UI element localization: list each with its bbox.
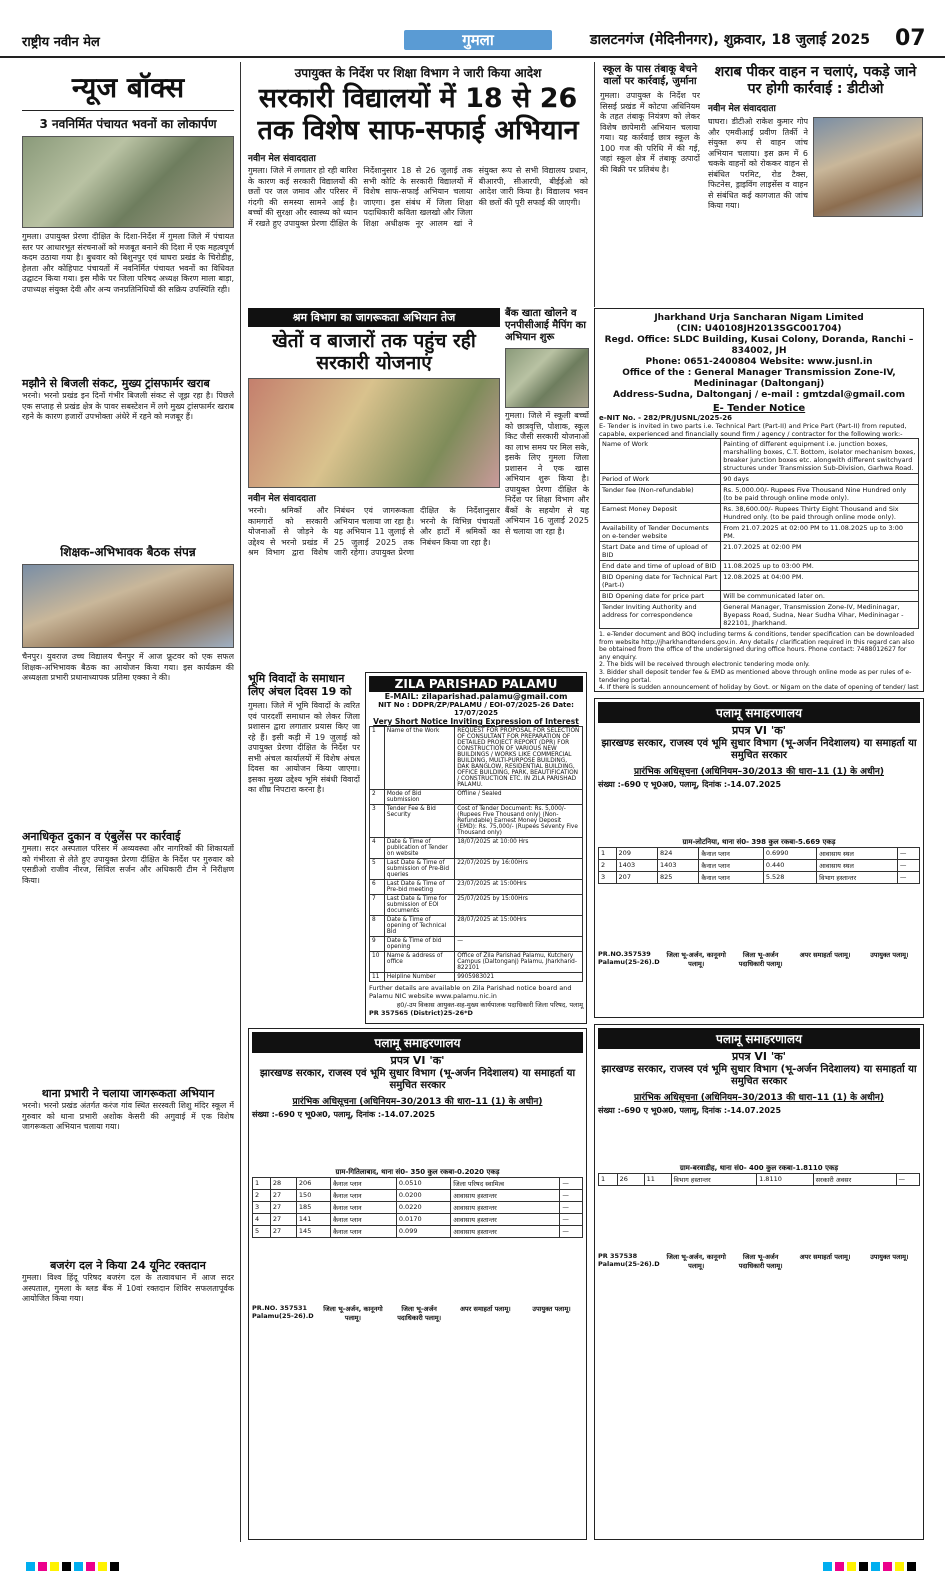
tender-value: Rs. 5,000.00/- Rupees Five Thousand Nine Hundred only (to be paid through online mode only). [721, 485, 919, 504]
land-notice-sub: प्रपत्र VI 'क' [731, 1050, 787, 1063]
eoi-row [370, 790, 583, 805]
land-notice-ref: संख्या :-690 ए भू0अ0, पलामू, दिनांक :-14.07.2025 [252, 1110, 436, 1119]
page-number: 07 [895, 26, 926, 51]
land-parcel-cell: 28 [270, 1178, 296, 1190]
news-box-title: न्यूज बॉक्स [71, 71, 185, 104]
bank-body: गुमला। जिले में स्कूली बच्चों को छात्रवृत्ति, पोशाक, स्कूल किट जैसी सरकारी योजनाओं का लाभ समय पर मिल सके, इसके लिए गुमला जिला प्रशासन ने एक खास अभियान शुरू किया है। उपायुक्त प्रेरणा दीक्षित के निर्देश पर शिक्षा विभाग और बैंकों के सहयोग से यह अभियान 16 जुलाई 2025 से चलाया जा रहा है। [505, 411, 589, 536]
land-notice-preamble [598, 790, 920, 838]
news-box-column [22, 64, 234, 1542]
registration-swatch [895, 1562, 904, 1571]
land-parcel-cell: आवासाय हस्तान्तर [451, 1214, 560, 1226]
land-parcel-cell: 0.099 [396, 1226, 450, 1238]
eoi-value: Office of Zila Parishad Palamu, Kutchery Campus (Daltonganj) Palamu, Jharkhand-822101 [455, 952, 583, 973]
land-parcel-cell: — [560, 1202, 583, 1214]
eoi-row [370, 937, 583, 952]
tobacco-body: गुमला। उपायुक्त के निर्देश पर सिसई प्रखंड में कोटपा अधिनियम के तहत तंबाकू नियंत्रण को लेकर विशेष छापेमारी अभियान चलाया गया। यह कार्रवाई छात्र स्कूल के 100 गज की परिधि में की गई, जहां स्कूल क्षेत्र में तंबाकू उत्पादों की बिक्री पर प्रतिबंध है। [600, 91, 700, 174]
tender-field: End date and time of upload of BID [600, 561, 721, 572]
zila-heading: Very Short Notice Inviting Expression of Interest [373, 717, 579, 726]
land-parcel-cell: 207 [616, 872, 657, 884]
land-parcel-cell: कैनाल प्लान [699, 848, 764, 860]
jusnl-address: Address-Sudna, Daltonganj / e-mail : gmtzdal@gmail.com [613, 390, 905, 400]
meeting-photo [22, 564, 234, 648]
bank-photo [505, 348, 589, 408]
tender-note: 4. If there is sudden announcement of holiday by Govt. or Nigam on the date of opening of tender/ last [599, 684, 919, 692]
land-notice [248, 1028, 587, 1540]
eoi-value: Cost of Tender Document: Rs. 5,000/- (Rupees Five Thousand only) (Non-Refundable) Earnest Money Deposit (EMD): Rs. 75,000/- (Rupees Seventy Five Thousand only) [455, 805, 583, 838]
land-parcel-cell: 27 [270, 1214, 296, 1226]
registration-swatch [907, 1562, 916, 1571]
tender-field: Tender Inviting Authority and address for correspondence [600, 602, 721, 629]
land-parcel-cell: — [896, 1174, 919, 1186]
lead-kicker: उपायुक्त के निर्देश पर शिक्षा विभाग ने जारी किया आदेश [294, 66, 542, 80]
tender-field: Start Date and time of upload of BID [600, 542, 721, 561]
eoi-serial: 7 [370, 895, 385, 916]
dateline: डालटनगंज (मेदिनीनगर), शुक्रवार, 18 जुलाई 2025 [590, 32, 870, 48]
registration-swatch [847, 1562, 856, 1571]
registration-swatch [74, 1562, 83, 1571]
eoi-row [370, 973, 583, 982]
land-parcel-cell: 1403 [657, 860, 698, 872]
eoi-row [370, 805, 583, 838]
land-parcel-cell: 145 [296, 1226, 330, 1238]
land-notice-sign-row [598, 950, 920, 968]
land-parcel-cell: — [560, 1226, 583, 1238]
land-notice-signatory: जिला भू-अर्जन, कानूनगो पलामू। [323, 1305, 383, 1322]
land-parcel-row [253, 1226, 583, 1238]
land-parcel-cell: 5 [253, 1226, 271, 1238]
column-divider [594, 62, 595, 307]
land-parcel-cell: कैनाल प्लान [331, 1178, 397, 1190]
zila-email: E-MAIL: zilaparishad.palamu@gmail.com [384, 692, 568, 701]
zila-footer: Further details are available on Zila Parishad notice board and Palamu NIC website www.palamu.nic.in [369, 984, 572, 1000]
labour-photo [248, 378, 500, 488]
land-parcel-row [253, 1214, 583, 1226]
land-parcel-cell: 185 [296, 1202, 330, 1214]
tender-value: 11.08.2025 up to 03:00 PM. [721, 561, 919, 572]
land-notice-table [598, 847, 920, 884]
eoi-serial: 11 [370, 973, 385, 982]
land-notice-signatory: जिला भू-अर्जन, कानूनगो पलामू। [666, 1253, 726, 1270]
paper-name: राष्ट्रीय नवीन मेल [22, 35, 100, 50]
land-parcel-cell: 209 [616, 848, 657, 860]
land-notice-preamble [252, 1120, 583, 1168]
land-parcel-cell: 0.440 [763, 860, 816, 872]
land-parcel-cell: 1403 [616, 860, 657, 872]
drink-drive-headline: शराब पीकर वाहन न चलाएं, पकड़े जाने पर होगी कार्रवाई : डीटीओ [714, 64, 917, 97]
eoi-field: Last Date & Time for submission of EOI documents [384, 895, 454, 916]
land-parcel-row [253, 1202, 583, 1214]
land-parcel-cell: — [560, 1178, 583, 1190]
tender-field: BID Opening date for Technical Part (Part-I) [600, 572, 721, 591]
land-notice [594, 1024, 924, 1540]
land-parcel-row [253, 1190, 583, 1202]
land-notice-ref: संख्या :-690 ए भू0अ0, पलामू, दिनांक :-14.07.2025 [598, 780, 782, 789]
land-parcel-cell: आवासाय हस्तान्तर [451, 1226, 560, 1238]
eoi-serial: 5 [370, 859, 385, 880]
eoi-serial: 6 [370, 880, 385, 895]
jusnl-phone: Phone: 0651-2400804 Website: www.jusnl.in [645, 357, 873, 367]
registration-swatch [62, 1562, 71, 1571]
lead-headline: सरकारी विद्यालयों में 18 से 26 तक विशेष साफ-सफाई अभियान [257, 83, 579, 146]
labour-story [248, 308, 500, 626]
land-notice-sub: प्रपत्र VI 'क' [390, 1054, 445, 1067]
land-parcel-cell: 2 [253, 1190, 271, 1202]
land-notice-signatory: उपायुक्त पलामू। [870, 951, 909, 959]
land-parcel-cell: 0.0510 [396, 1178, 450, 1190]
news-item-body: चैनपुर। युवराज उच्च विद्यालय चैनपुर में आज फ्रूटवर को एक सफल शिक्षक-अभिभावक बैठक का आयोजन किया गया। इस कार्यक्रम की अध्यक्षता प्रभारी प्रधानाध्यापक प्रतिमा एक्का ने की। [22, 652, 234, 682]
tender-row [600, 485, 919, 504]
jusnl-office: Office of the : General Manager Transmission Zone-IV, Medininagar (Daltonganj) [622, 368, 896, 389]
land-parcel-cell: — [897, 848, 919, 860]
news-item-headline: अनाधिकृत दुकान व एंबुलेंस पर कार्रवाई [22, 830, 181, 843]
land-notice-text [252, 1241, 583, 1301]
eoi-field: Name of the Work [384, 727, 454, 790]
land-notice-sub: प्रपत्र VI 'क' [731, 724, 787, 737]
tender-row [600, 591, 919, 602]
lead-byline: नवीन मेल संवाददाता [248, 154, 316, 164]
land-parcel-cell: कैनाल प्लान [331, 1226, 397, 1238]
land-notice-dept: झारखण्ड सरकार, राजस्व एवं भूमि सुधार विभाग (भू-अर्जन निदेशालय) या समाहर्ता या समुचित सरकार [601, 1064, 917, 1087]
tender-field: Name of Work [600, 439, 721, 474]
eoi-field: Last Date & Time of Pre-bid meeting [384, 880, 454, 895]
tender-field: Availability of Tender Documents on e-tender website [600, 523, 721, 542]
column-divider [240, 62, 241, 1542]
land-notice-signatory: जिला भू-अर्जन पदाधिकारी पलामू। [738, 1253, 783, 1270]
labour-byline: नवीन मेल संवाददाता [248, 494, 316, 504]
land-parcel-cell: 1 [599, 848, 617, 860]
tender-row [600, 439, 919, 474]
land-parcel-cell: कैनाल प्लान [331, 1214, 397, 1226]
land-parcel-cell: 1 [253, 1178, 271, 1190]
tender-value: 12.08.2025 at 04:00 PM. [721, 572, 919, 591]
land-notice-signatory: जिला भू-अर्जन पदाधिकारी पलामू। [738, 951, 783, 968]
eoi-row [370, 880, 583, 895]
land-parcel-cell: आवासाय स्थल [817, 860, 898, 872]
land-notice-header: पलामू समाहरणालय [252, 1032, 583, 1053]
eoi-value: 25/07/2025 by 15:00Hrs [455, 895, 583, 916]
registration-swatch [50, 1562, 59, 1571]
news-item-body: गुमला। उपायुक्त प्रेरणा दीक्षित के दिशा-निर्देश में गुमला जिले में पंचायत स्तर पर आधारभूत संरचनाओं को मजबूत बनाने की दिशा में एक महत्वपूर्ण कदम उठाया गया है। बुधवार को बिशुनपुर एवं घाघरा प्रखंड के चिरोडीह, हेलता और कोहिपाट पंचायतों में नवनिर्मित पंचायत भवनों का विधिवत उद्घाटन किया गया। इस मौके पर जिला परिषद अध्यक्ष किरण माला बाड़ा, उपाध्यक्ष संयुक्त देवी और अन्य जनप्रतिनिधियों की सक्रिय उपस्थिति रही। [22, 232, 234, 294]
land-notice-header: पलामू समाहरणालय [598, 1028, 920, 1049]
tender-row [600, 523, 919, 542]
registration-swatch [859, 1562, 868, 1571]
land-parcel-cell: आवासाय हस्तान्तर [451, 1190, 560, 1202]
registration-swatch [871, 1562, 880, 1571]
land-parcel-cell: आवासाय हस्तान्तर [451, 1202, 560, 1214]
land-parcel-cell: 1.8110 [757, 1174, 813, 1186]
land-parcel-cell: 27 [270, 1226, 296, 1238]
zila-table [369, 726, 583, 982]
land-parcel-cell: — [560, 1214, 583, 1226]
land-parcel-cell: 26 [617, 1174, 644, 1186]
eoi-field: Last Date & Time of submission of Pre-Bid queries [384, 859, 454, 880]
bank-story [505, 308, 589, 616]
land-notice-header: पलामू समाहरणालय [598, 702, 920, 723]
land-notice-act: प्रारंभिक अधिसूचना (अधिनियम–30/2013 की धारा–11 (1) के अधीन) [633, 767, 885, 777]
land-body: गुमला। जिले में भूमि विवादों के त्वरित एवं पारदर्शी समाधान को लेकर जिला प्रशासन द्वारा लगातार प्रयास किए जा रहे हैं। इसी कड़ी में 19 जुलाई को उपायुक्त प्रेरणा दीक्षित के निर्देश पर सभी अंचल कार्यालयों में विशेष अंचल दिवस का आयोजन किया जाएगा। इसका मुख्य उद्देश्य भूमि संबंधी विवादों का शीघ्र निपटारा करना है। [248, 701, 360, 794]
eoi-field: Date & Time of publication of Tender on website [384, 838, 454, 859]
land-notice-act: प्रारंभिक अधिसूचना (अधिनियम–30/2013 की धारा–11 (1) के अधीन) [633, 1093, 885, 1103]
land-parcel-cell: 1 [599, 1174, 618, 1186]
drink-drive-story [708, 64, 923, 287]
eoi-row [370, 895, 583, 916]
land-parcel-cell: 150 [296, 1190, 330, 1202]
land-parcel-cell: विभाग हस्तान्तर [671, 1174, 756, 1186]
news-item-body: गुमला। सदर अस्पताल परिसर में अव्यवस्था और नागरिकों की शिकायतों को गंभीरता से लेते हुए उपायुक्त प्रेरणा दीक्षित के निर्देश पर गुरुवार को एसडीओ राजीव नीरज, सिविल सर्जन और अधिकारी टीम ने निरीक्षण किया। [22, 844, 234, 885]
eoi-value: 28/07/2025 at 15:00Hrs [455, 916, 583, 937]
land-notice-text [598, 887, 920, 947]
land-notice-preamble [598, 1116, 920, 1164]
tender-row [600, 474, 919, 485]
land-notice-table [598, 1173, 920, 1186]
eoi-serial: 3 [370, 805, 385, 838]
land-notice-signatory: अपर समाहर्ता पलामू। [459, 1305, 511, 1313]
land-parcel-cell: 141 [296, 1214, 330, 1226]
land-parcel-cell: सरकारी अवसर [813, 1174, 896, 1186]
jusnl-intro: E- Tender is invited in two parts i.e. Technical Part (Part-II) and Price Part (Part-II) from reputed, capable, experienced and financially sound firm / agency / contractor for the following work:- [599, 422, 907, 438]
tender-value: From 21.07.2025 at 02:00 PM to 11.08.2025 up to 3:00 PM. [721, 523, 919, 542]
eoi-serial: 9 [370, 937, 385, 952]
land-headline: भूमि विवादों के समाधान लिए अंचल दिवस 19 को [248, 672, 352, 698]
eoi-value: Offline / Sealed [455, 790, 583, 805]
land-notice-sign-row [598, 1252, 920, 1270]
jusnl-cin: (CIN: U40108JH2013SGC001704) [676, 324, 842, 334]
eoi-field: Mode of Bid submission [384, 790, 454, 805]
registration-swatch [110, 1562, 119, 1571]
eoi-value: 9905983021 [455, 973, 583, 982]
land-parcel-row [599, 848, 920, 860]
eoi-value: REQUEST FOR PROPOSAL FOR SELECTION OF CONSULTANT FOR PREPARATION OF DETAILED PROJECT REPORT (DPR) FOR CONSTRUCTION OF VARIOUS NEW BUILDINGS / WORKS LIKE COMMERCIAL BUILDING, MULTI-PURPOSE BUILDING, DAK BANGLOW, RESIDENTIAL BUILDING, OFFICE BUILDING, PARK, BEAUTIFICATION / CONSTRUCTION ETC. IN ZILA PARISHAD PALAMU. [455, 727, 583, 790]
land-parcel-cell: 3 [253, 1202, 271, 1214]
eoi-value: 22/07/2025 by 16:00Hrs [455, 859, 583, 880]
eoi-field: Date & Time of bid opening [384, 937, 454, 952]
eoi-field: Name & address of office [384, 952, 454, 973]
land-parcel-cell: 825 [657, 872, 698, 884]
news-item-headline: मझौने से बिजली संकट, मुख्य ट्रांसफार्मर खराब [22, 377, 210, 390]
lead-body: गुमला। जिले में लगातार हो रही बारिश के कारण कई सरकारी विद्यालयों की छतों पर जल जमाव और परिसर में गंदगी की समस्या सामने आई है। बच्चों की सुरक्षा और स्वास्थ्य को ध्यान में रखते हुए उपायुक्त प्रेरणा दीक्षित के निर्देशानुसार 18 से 26 जुलाई तक सभी कोटि के सरकारी विद्यालयों में विशेष साफ-सफाई अभियान चलाया जाएगा। इस संबंध में जिला शिक्षा पदाधिकारी कविता खलखो और जिला शिक्षा अधीक्षक नूर आलम खां ने संयुक्त रूप से सभी विद्यालय प्रधान, बीआरपी, सीआरपी, बीईईओ को आदेश जारी किया है। विद्यालय भवन की छतों की पूरी सफाई की जाएगी। [248, 166, 588, 228]
registration-swatch [823, 1562, 832, 1571]
land-parcel-cell: 11 [644, 1174, 671, 1186]
eoi-serial: 2 [370, 790, 385, 805]
tender-value: General Manager, Transmission Zone-IV, Medininagar, Byepass Road, Sudna, Near Sudha Vihar, Medininagar - 822101, Jharkhand. [721, 602, 919, 629]
zila-nit: NIT No : DDPR/ZP/PALAMU / EOI-07/2025-26 Date: 17/07/2025 [378, 701, 574, 717]
tender-note: 3. Bidder shall deposit tender fee & EMD as mentioned above through online mode as per rules of e-tendering portal. [599, 668, 912, 684]
land-parcel-cell: 2 [599, 860, 617, 872]
registration-swatch [883, 1562, 892, 1571]
land-notice-dept: झारखण्ड सरकार, राजस्व एवं भूमि सुधार विभाग (भू-अर्जन निदेशालय) या समाहर्ता या समुचित सरकार [259, 1068, 576, 1091]
zila-sign: ह0/-उप विकास आयुक्त-सह-मुख्य कार्यपालक पदाधिकारी जिला परिषद, पलामू [396, 1001, 583, 1009]
land-notice-village: ग्राम-गितिलाबाद, थाना सं0- 350 कुल रकबा-0.2020 एकड़ [335, 1168, 500, 1176]
jusnl-title: E- Tender Notice [712, 403, 806, 414]
news-item-headline: थाना प्रभारी ने चलाया जागरूकता अभियान [41, 1087, 215, 1100]
tender-row [600, 602, 919, 629]
zila-parishad-notice [365, 672, 587, 1024]
land-parcel-cell: 0.6990 [763, 848, 816, 860]
tender-value: Rs. 38,600.00/- Rupees Thirty Eight Thousand and Six Hundred only. (to be paid through online mode only). [721, 504, 919, 523]
land-notice-sign-row [252, 1304, 583, 1322]
news-item-body: भरनो। भरनो प्रखंड इन दिनों गंभीर बिजली संकट से जूझ रहा है। पिछले एक सप्ताह से प्रखंड क्षेत्र के पावर सबस्टेशन में लगे मुख्य ट्रांसफार्मर खराब रहने के कारण हजारों उपभोक्ता अंधेरे में रहने को मजबूर हैं। [22, 391, 234, 421]
tobacco-headline: स्कूल के पास तंबाकू बेचने वालों पर कार्रवाई, जुर्माना [602, 64, 698, 87]
eoi-row [370, 916, 583, 937]
land-notice-act: प्रारंभिक अधिसूचना (अधिनियम–30/2013 की धारा–11 (1) के अधीन) [292, 1097, 543, 1107]
registration-swatch [98, 1562, 107, 1571]
land-notice-signatory: उपायुक्त पलामू। [532, 1305, 571, 1313]
land-parcel-cell: 0.0170 [396, 1214, 450, 1226]
section-tab: गुमला [404, 30, 552, 50]
inauguration-photo [22, 136, 234, 228]
land-notice-table [252, 1177, 583, 1238]
eoi-serial: 8 [370, 916, 385, 937]
eoi-value: — [455, 937, 583, 952]
land-parcel-cell: कैनाल प्लान [699, 860, 764, 872]
tender-note: 1. e-Tender document and BOQ including terms & conditions, tender specification can be downloaded from website http://jharkhandtenders.gov.in. Any details / clarification required in this regard can also be obtained from the office of the undersigned during office hours. Phone contact: 7488012627 for any enquiry. [599, 631, 915, 661]
land-parcel-cell: — [560, 1190, 583, 1202]
tender-note: 2. The bids will be received through electronic tendering mode only. [599, 661, 810, 669]
tender-row [600, 561, 919, 572]
land-parcel-cell: जिला परिषद स्वामित्व [451, 1178, 560, 1190]
drink-drive-body: घाघरा। डीटीओ राकेश कुमार गोप और एमवीआई प्रवीण तिर्की ने संयुक्त रूप से वाहन जांच अभियान चलाया। इस क्रम में 6 चकके वाहनों को रोककर वाहन से संबंधित परमिट, रोड टैक्स, फिटनेस, ड्राइविंग लाइसेंस व वाहन से संबंधित कई कागजात की जांच किया गया। [708, 117, 808, 210]
tender-field: Earnest Money Deposit [600, 504, 721, 523]
land-parcel-row [599, 860, 920, 872]
land-notice-signatory: जिला भू-अर्जन पदाधिकारी पलामू। [397, 1305, 442, 1322]
land-notice-ref: संख्या :-690 ए भू0अ0, पलामू, दिनांक :-14.07.2025 [598, 1106, 782, 1115]
land-notice-signatory: अपर समाहर्ता पलामू। [799, 1253, 851, 1261]
land-parcel-cell: कैनाल प्लान [331, 1202, 397, 1214]
labour-body: भरनो। श्रमिकों और कामगारों को सरकारी योजनाओं से जोड़ने के उद्देश्य से भरनो प्रखंड में श्रम विभाग द्वारा विशेष निबंधन एवं जागरूकता अभियान चलाया जा रहा है। यह अभियान 11 जुलाई से 25 जुलाई 2025 तक जारी रहेगा। उपायुक्त प्रेरणा दीक्षित के निर्देशानुसार भरनो के विभिन्न पंचायतों और हाटों में श्रमिकों का निबंधन किया जा रहा है। [248, 506, 500, 557]
bank-headline: बैंक खाता खोलने व एनपीसीआई मैपिंग का अभियान शुरू [505, 308, 586, 343]
jusnl-table [599, 438, 919, 629]
tender-row [600, 504, 919, 523]
tender-value: 21.07.2025 at 02:00 PM [721, 542, 919, 561]
land-parcel-cell: 206 [296, 1178, 330, 1190]
labour-strap: श्रम विभाग का जागरूकता अभियान तेज [248, 308, 500, 327]
land-parcel-cell: कैनाल प्लान [699, 872, 764, 884]
eoi-serial: 10 [370, 952, 385, 973]
jusnl-tender-notice [594, 308, 924, 692]
land-notice-pr: PR.NO.357539 Palamu(25-26).D [598, 950, 660, 966]
zila-title: ZILA PARISHAD PALAMU [369, 676, 583, 692]
eoi-field: Date & Time of opening of Technical Bid [384, 916, 454, 937]
land-notice-village: ग्राम-बरवाडीह, थाना सं0- 400 कुल रकबा-1.8110 एकड़ [679, 1164, 839, 1172]
land-parcel-cell: — [897, 872, 919, 884]
eoi-row [370, 952, 583, 973]
land-notice-text [598, 1189, 920, 1249]
news-item-body: गुमला। विश्व हिंदू परिषद बजरंग दल के तत्वावधान में आज सदर अस्पताल, गुमला के ब्लड बैंक में 10वां रक्तदान शिविर सफलतापूर्वक आयोजित किया गया। [22, 1273, 234, 1303]
jusnl-regd: Regd. Office: SLDC Building, Kusai Colony, Doranda, Ranchi – 834002, JH [604, 335, 914, 356]
eoi-row [370, 727, 583, 790]
land-parcel-cell: 0.0220 [396, 1202, 450, 1214]
land-parcel-cell: 5.528 [763, 872, 816, 884]
land-parcel-cell: 27 [270, 1190, 296, 1202]
eoi-field: Helpline Number [384, 973, 454, 982]
land-parcel-cell: 4 [253, 1214, 271, 1226]
news-item-headline: 3 नवनिर्मित पंचायत भवनों का लोकार्पण [39, 117, 217, 131]
news-item-headline: बजरंग दल ने किया 24 यूनिट रक्तदान [50, 1259, 206, 1272]
eoi-value: 18/07/2025 at 10:00 Hrs [455, 838, 583, 859]
land-notice-dept: झारखण्ड सरकार, राजस्व एवं भूमि सुधार विभाग (भू-अर्जन निदेशालय) या समाहर्ता या समुचित सरकार [601, 738, 917, 761]
land-parcel-row [599, 872, 920, 884]
land-notice-signatory: उपायुक्त पलामू। [870, 1253, 909, 1261]
print-color-strip [0, 1548, 945, 1573]
land-notice-signatory: अपर समाहर्ता पलामू। [799, 951, 851, 959]
land-notice-pr: PR 357538 Palamu(25-26).D [598, 1252, 660, 1268]
jusnl-nit: e-NIT No. - 282/PR/JUSNL/2025-26 [599, 414, 733, 422]
land-notice [594, 698, 924, 1018]
drink-drive-byline: नवीन मेल संवाददाता [708, 104, 776, 114]
zila-pr: PR 357565 (District)25-26*D [369, 1009, 473, 1017]
land-notice-pr: PR.NO. 357531 Palamu(25-26).D [252, 1304, 314, 1320]
land-parcel-cell: 27 [270, 1202, 296, 1214]
lead-story [248, 64, 588, 278]
tender-field: BID Opening date for price part [600, 591, 721, 602]
eoi-serial: 4 [370, 838, 385, 859]
eoi-row [370, 838, 583, 859]
tender-value: 90 days [721, 474, 919, 485]
registration-swatch [38, 1562, 47, 1571]
registration-swatch [26, 1562, 35, 1571]
land-parcel-row [599, 1174, 920, 1186]
land-parcel-cell: 0.0200 [396, 1190, 450, 1202]
tender-row [600, 542, 919, 561]
eoi-serial: 1 [370, 727, 385, 790]
tender-row [600, 572, 919, 591]
news-item-body: भरनो। भरनो प्रखंड अंतर्गत करंज गांव स्थित सरस्वती शिशु मंदिर स्कूल में गुरुवार को थाना प्रभारी अशोक केसरी की अगुवाई में एक विशेष जागरूकता अभियान चलाया गया। [22, 1101, 234, 1131]
land-parcel-cell: 824 [657, 848, 698, 860]
tender-field: Tender fee (Non-refundable) [600, 485, 721, 504]
land-parcel-row [253, 1178, 583, 1190]
eoi-row [370, 859, 583, 880]
tobacco-story [600, 64, 700, 281]
land-parcel-cell: कैनाल प्लान [331, 1190, 397, 1202]
registration-swatch [86, 1562, 95, 1571]
tender-field: Period of Work [600, 474, 721, 485]
land-parcel-cell: — [897, 860, 919, 872]
eoi-field: Tender Fee & Bid Security [384, 805, 454, 838]
land-parcel-cell: 3 [599, 872, 617, 884]
jusnl-org: Jharkhand Urja Sancharan Nigam Limited [654, 313, 864, 323]
vehicle-check-photo [813, 117, 923, 217]
land-story [248, 672, 360, 1006]
eoi-value: 23/07/2025 at 15:00Hrs [455, 880, 583, 895]
tender-value: Painting of different equipment i.e. junction boxes, marshalling boxes, C.T. Bottom, isolator mechanism boxes, breaker junction boxes etc. alongwith different switchyard structures under Transmission Sub-Division, Garhwa Road. [721, 439, 919, 474]
page-header [0, 0, 945, 58]
registration-swatch [835, 1562, 844, 1571]
land-notice-signatory: जिला भू-अर्जन, कानूनगो पलामू। [666, 951, 726, 968]
land-parcel-cell: आवासाय स्थल [817, 848, 898, 860]
news-item-headline: शिक्षक-अभिभावक बैठक संपन्न [60, 545, 196, 559]
land-notice-village: ग्राम-लोटनिया, थाना सं0- 398 कुल रकबा-5.669 एकड़ [682, 838, 836, 846]
labour-headline: खेतों व बाजारों तक पहुंच रही सरकारी योजनाएं [272, 330, 476, 374]
tender-value: Will be communicated later on. [721, 591, 919, 602]
land-parcel-cell: विभाग हस्तान्तर [817, 872, 898, 884]
